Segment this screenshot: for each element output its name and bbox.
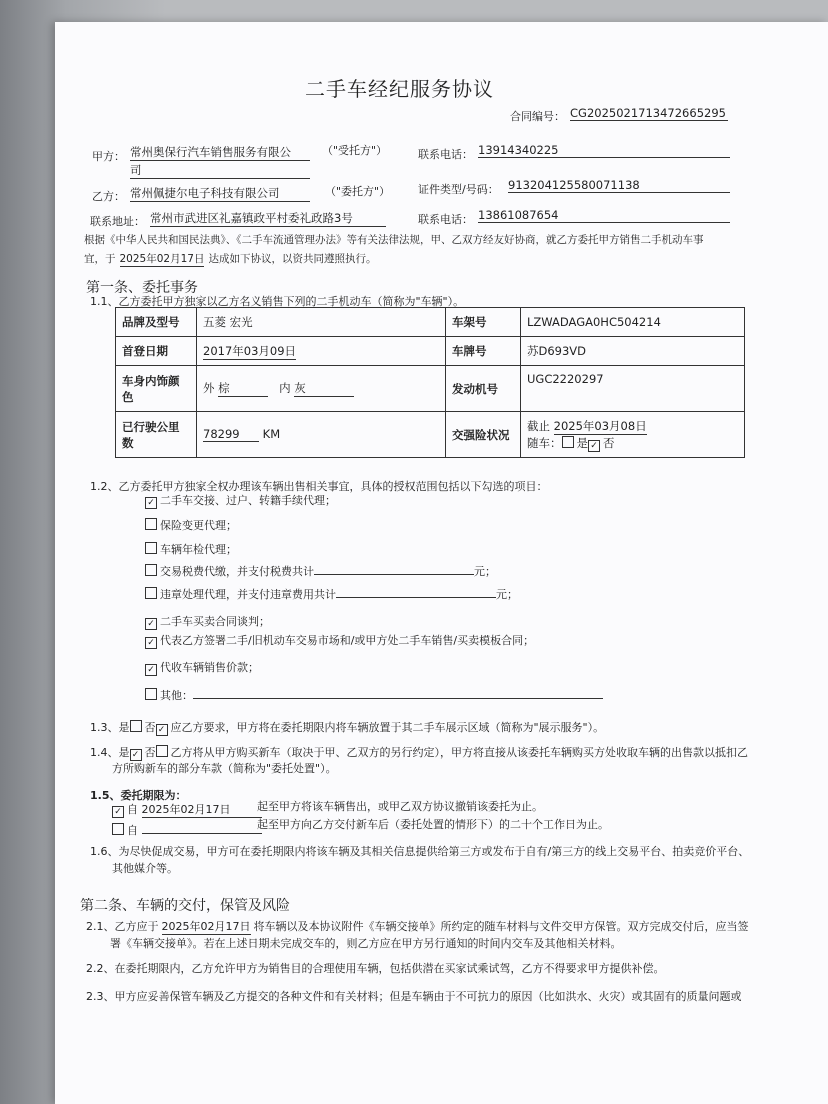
term-2-checkbox[interactable] (112, 823, 124, 835)
clause-1-4: 1.4、是 ✓ 否 乙方将从甲方购买新车（取决于甲、乙双方的另行约定），甲方将直接从该委托车辆购买方处收取车辆的出售款以抵扣乙 (90, 746, 748, 760)
party-a-tel-label: 联系电话： (418, 148, 473, 161)
contract-no-value: CG20250217134726652​95 (570, 106, 728, 121)
clause-1-6-cont: 其他媒介等。 (112, 862, 178, 875)
clause-1-4-cont: 方所购新车的部分车款（简称为"委托处置"）。 (112, 762, 337, 775)
section-2-heading: 第二条、车辆的交付，保管及风险 (80, 898, 290, 914)
option-item (145, 518, 237, 533)
plate-value: 苏D693VD (521, 337, 745, 366)
option-label: 其他： (160, 689, 193, 702)
term-option-2: 自 (112, 821, 262, 838)
reg-date-value: 2017年03月09日 (197, 337, 446, 366)
engine-label: 发动机号 (446, 366, 521, 412)
mileage-label: 已行驶公里数 (116, 412, 197, 458)
party-a-name-cont: 司 (130, 162, 310, 179)
option-item (145, 661, 259, 676)
option-checkbox[interactable] (145, 518, 157, 530)
option-label: 违章处理代理，并支付违章费用共计 (160, 588, 336, 601)
color-label: 车身内饰颜色 (116, 366, 197, 412)
option-checkbox[interactable] (145, 542, 157, 554)
page-title: 二手车经纪服务协议 (305, 77, 494, 101)
party-b-id-label: 证件类型/号码： (418, 183, 499, 196)
option-item (145, 634, 534, 649)
option-checkbox[interactable]: ✓ (145, 618, 157, 630)
option-checkbox[interactable]: ✓ (145, 637, 157, 649)
clause-2-3: 2.3、甲方应妥善保管车辆及乙方提交的各种文件和有关材料；但是车辆由于不可抗力的原因（比如洪水、火灾）或其固有的质量问题或 (86, 990, 742, 1003)
clause-2-1: 2.1、乙方应于 2025年02月17日 将车辆以及本协议附件《车辆交接单》所约定的随车材料与文件交甲方保管。双方完成交付后，应当签 (86, 920, 749, 933)
clause-2-1-cont: 署《车辆交接单》。若在上述日期未完成交车的，则乙方应在甲方另行通知的时间内交车及其他相关材料。 (110, 937, 622, 950)
option-item (145, 585, 518, 602)
section-1-heading: 第一条、委托事务 (86, 280, 198, 296)
term-2-text: 起至甲方向乙方交付新车后（委托处置的情形下）的二十个工作日为止。 (257, 818, 609, 831)
with-car-yes-checkbox[interactable] (562, 436, 574, 448)
party-b-label: 乙方： (92, 190, 125, 203)
term-1-checkbox[interactable]: ✓ (112, 806, 124, 818)
engine-value: UGC2220297 (521, 366, 745, 412)
option-checkbox[interactable]: ✓ (145, 497, 157, 509)
party-b-role: （"委托方"） (325, 185, 391, 198)
intro-line-1: 根据《中华人民共和国民法典》、《二手车流通管理办法》等有关法律法规，甲、乙双方经友好协商，就乙方委托甲方销售二手机动车事 (84, 234, 704, 246)
party-b-name: 常州佩捷尔电子科技有限公司 (130, 185, 310, 202)
plate-label: 车牌号 (446, 337, 521, 366)
option-label: 二手车买卖合同谈判； (160, 615, 270, 628)
other-blank[interactable] (193, 686, 603, 699)
option-suffix: 元； (474, 565, 496, 578)
vin-value: LZWADAGA0HC504214 (521, 308, 745, 337)
term-option-1: ✓ 自 2025年02月17日 (112, 803, 262, 818)
vin-label: 车架号 (446, 308, 521, 337)
party-b-addr-label: 联系地址： (90, 215, 145, 228)
option-item (145, 562, 496, 579)
clause-2-2: 2.2、在委托期限内，乙方允许甲方为销售目的合理使用车辆，包括供潜在买家试乘试驾，乙方不得要求甲方提供补偿。 (86, 962, 665, 975)
clause-1-3: 1.3、是 否 ✓ 应乙方要求，甲方将在委托期限内将车辆放置于其二手车展示区域（简称为"展示服务"）。 (90, 721, 605, 735)
c1-3-yes-checkbox[interactable] (130, 720, 142, 732)
intro-line-2: 宜，于 2025年02月17日 达成如下协议，以资共同遵照执行。 (84, 253, 377, 265)
brand-value: 五菱 宏光 (197, 308, 446, 337)
c1-4-yes-checkbox[interactable]: ✓ (130, 749, 142, 761)
option-item (145, 542, 237, 557)
with-car-no-checkbox[interactable]: ✓ (588, 440, 600, 452)
color-value: 外 棕 内 灰 (197, 366, 446, 412)
clause-1-1: 1.1、乙方委托甲方独家以乙方名义销售下列的二手机动车（简称为"车辆"）。 (90, 295, 465, 308)
option-label: 保险变更代理； (160, 519, 237, 532)
option-label: 代表乙方签署二手/旧机动车交易市场和/或甲方处二手车销售/买卖模板合同； (160, 634, 535, 647)
party-a-role: （"受托方"） (322, 144, 388, 157)
term-1-text: 起至甲方将该车辆售出，或甲乙双方协议撤销该委托为止。 (257, 800, 543, 813)
option-blank[interactable] (336, 585, 496, 598)
party-a-label: 甲方： (92, 150, 125, 163)
party-b-tel-label: 联系电话： (418, 213, 473, 226)
reg-date-label: 首登日期 (116, 337, 197, 366)
party-b-id: 913204125580071138 (508, 178, 730, 193)
option-item (145, 686, 603, 703)
contract-no-label: 合同编号： (510, 110, 565, 123)
party-b-tel: 13861087654 (478, 208, 730, 223)
option-suffix: 元； (496, 588, 518, 601)
option-item (145, 494, 336, 509)
party-b-addr: 常州市武进区礼嘉镇政平村委礼政路3号 (150, 210, 386, 227)
option-checkbox[interactable] (145, 587, 157, 599)
clause-1-2: 1.2、乙方委托甲方独家全权办理该车辆出售相关事宜，具体的授权范围包括以下勾选的项目： (90, 480, 548, 493)
clause-1-6: 1.6、为尽快促成交易，甲方可在委托期限内将该车辆及其相关信息提供给第三方或发布于自有/第三方的线上交易平台、拍卖竞价平台、 (90, 845, 750, 858)
c1-4-no-checkbox[interactable] (156, 745, 168, 757)
option-label: 二手车交接、过户、转籍手续代理； (160, 494, 336, 507)
option-checkbox[interactable] (145, 688, 157, 700)
brand-label: 品牌及型号 (116, 308, 197, 337)
option-checkbox[interactable]: ✓ (145, 664, 157, 676)
option-checkbox[interactable] (145, 564, 157, 576)
option-item (145, 615, 270, 630)
c1-3-no-checkbox[interactable]: ✓ (156, 724, 168, 736)
option-label: 车辆年检代理； (160, 543, 237, 556)
party-a-tel: 13914340225 (478, 143, 730, 158)
option-label: 交易税费代缴，并支付税费共计 (160, 565, 314, 578)
intro-date: 2025年02月17日 (119, 253, 205, 265)
option-label: 代收车辆销售价款； (160, 661, 259, 674)
insurance-value: 截止 2025年03月08日 随车： 是 ✓ 否 (521, 412, 745, 458)
vehicle-info-table (115, 307, 745, 458)
clause-1-5: 1.5、委托期限为： (90, 789, 187, 802)
option-blank[interactable] (314, 562, 474, 575)
party-a-name: 常州奥保行汽车销售服务有限公 (130, 144, 310, 161)
mileage-value: 78299 KM (197, 412, 446, 458)
insurance-label: 交强险状况 (446, 412, 521, 458)
